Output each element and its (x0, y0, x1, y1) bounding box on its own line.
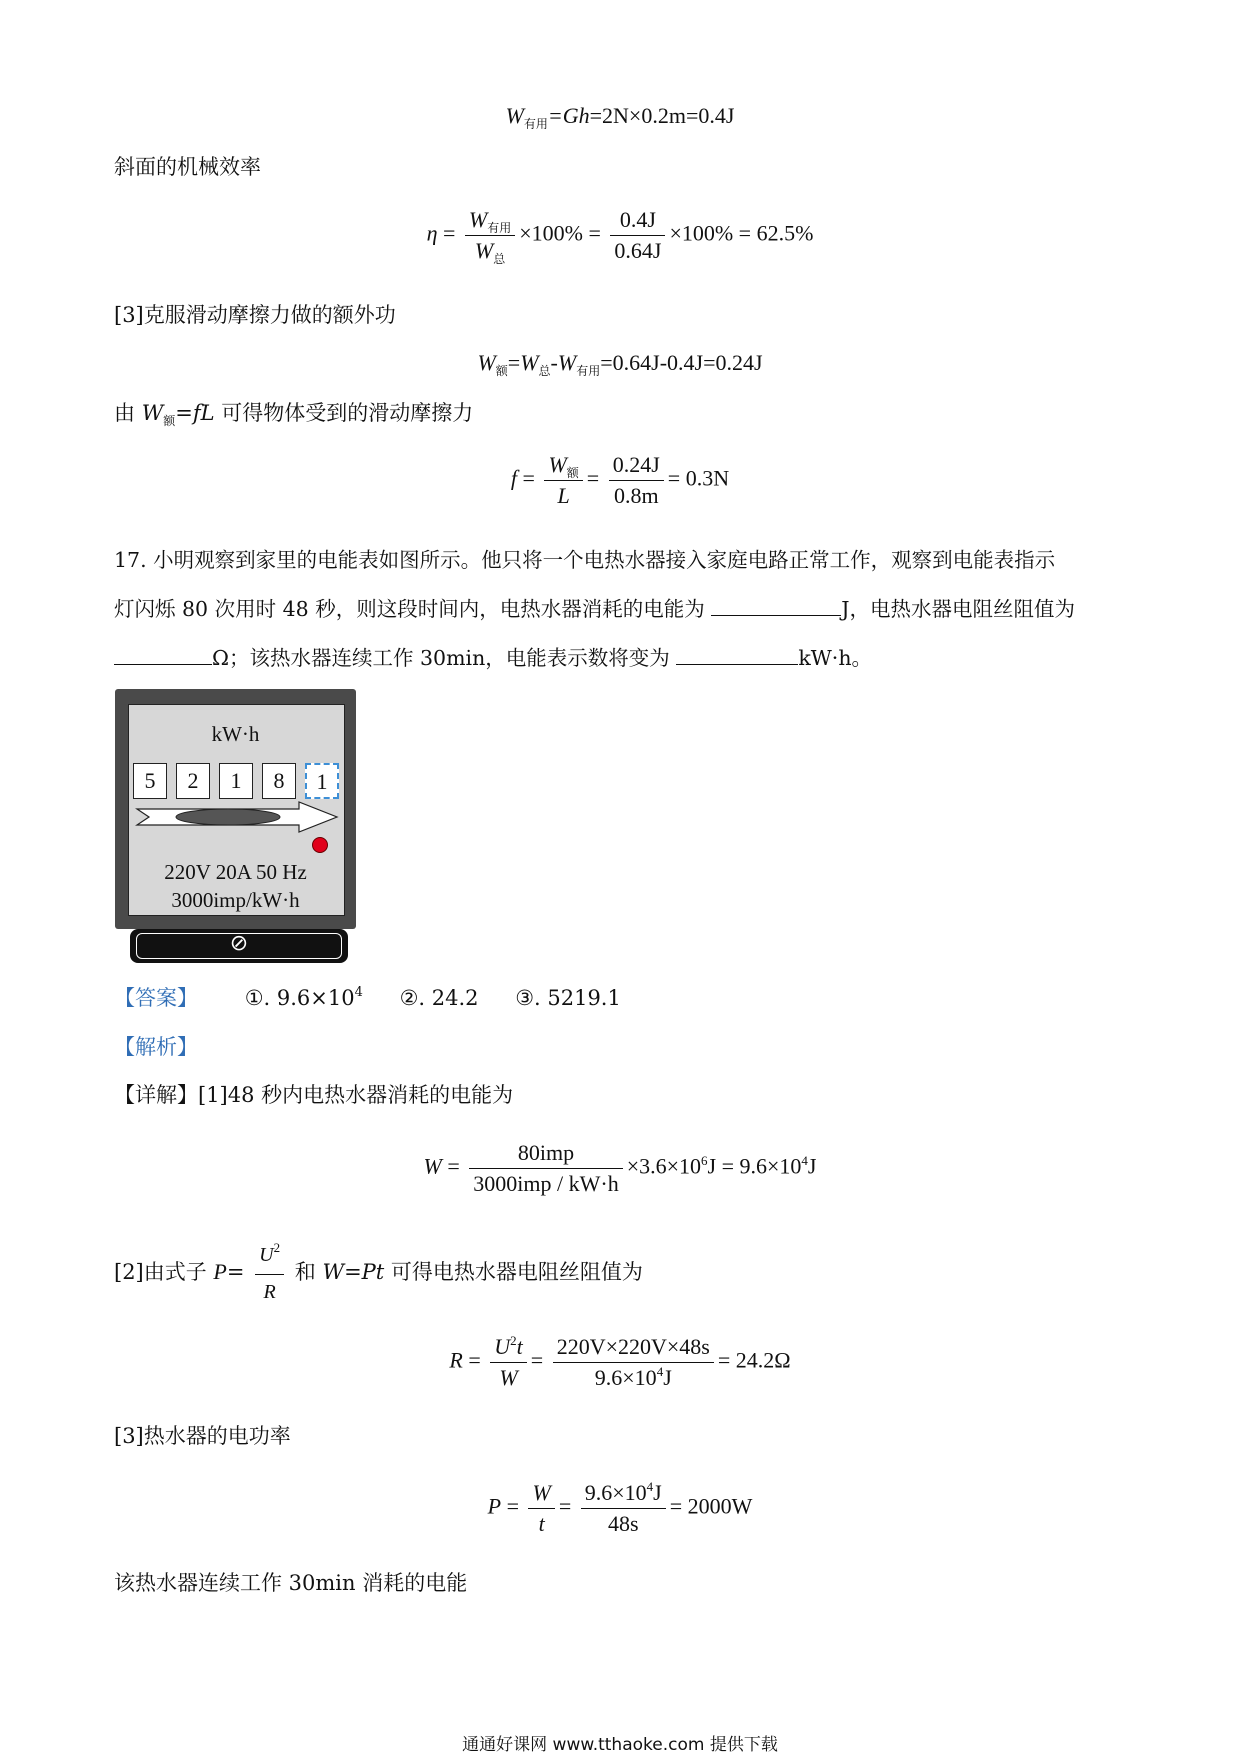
question-17-line-1: 17. 小明观察到家里的电能表如图所示。他只将一个电热水器接入家庭电路正常工作，观察到电能表指示 (114, 548, 1056, 572)
meter-indicator-light (312, 837, 328, 853)
meter-arrow-icon (133, 800, 343, 834)
meter-digit: 1 (219, 763, 253, 799)
equation-energy: W = $\frac{\text{80imp}}{\text{3000imp / kW·h}}$ $\times 3.6\times 10^6J = 9.6\times 10^4J$ (423, 1140, 817, 1196)
question-17-line-3: Ω；该热水器连续工作 30min，电能表示数将变为 kW·h。 (114, 642, 872, 673)
equation-extra-work: $W_额=W_总-W_{有用}=0.64J-0.4J=0.24J$ (477, 350, 763, 378)
equation-efficiency: η = $\frac{W_{有用}}{W_总}$ ×100% = $\frac{0.4J}{0.64J}$ ×100% = 62.5% (426, 207, 814, 266)
meter-digit-decimal: 1 (305, 763, 339, 799)
answer-label: 【答案】 (114, 986, 198, 1010)
detail-line: 【详解】[1]48 秒内电热水器消耗的电能为 (114, 1083, 514, 1107)
text-power: [3]热水器的电功率 (114, 1424, 291, 1448)
meter-digit: 8 (262, 763, 296, 799)
equation-resistance: R = $\frac{U^2t}{W}$ = $\frac{220V\times 220V\times 48s}{9.6\times 10^4J}$ = 24.2Ω (449, 1333, 791, 1390)
equation-power: P = $\frac{W}{t}$ = $\frac{9.6\times 10^4J}{48s}$ = 2000W (487, 1479, 753, 1536)
meter-spec-imp: 3000imp/kW·h (171, 888, 300, 912)
analysis-label: 【解析】 (114, 1035, 198, 1059)
answer-blank-2[interactable] (114, 642, 212, 665)
footer: 通通好课网 www.tthaoke.com 提供下载 (462, 1735, 778, 1755)
equation-friction: f = $\frac{W_额}{L}$ = $\frac{0.24J}{0.8m}$ = 0.3N (510, 452, 730, 508)
equation-useful-work: $W_{有用}=Gh=2N\times 0.2m=0.4J$ (505, 103, 735, 131)
answer-blank-1[interactable] (711, 593, 841, 616)
meter-digit: 2 (176, 763, 210, 799)
meter-spec-voltage: 220V 20A 50 Hz (164, 860, 307, 884)
meter-unit: kW·h (211, 722, 260, 746)
meter-screw-icon: ⊘ (229, 931, 249, 956)
text-efficiency: 斜面的机械效率 (114, 155, 261, 179)
text-extra-work: [3]克服滑动摩擦力做的额外功 (114, 303, 396, 327)
answer-blank-3[interactable] (676, 642, 798, 665)
question-17-line-2: 灯闪烁 80 次用时 48 秒，则这段时间内，电热水器消耗的电能为 J，电热水器电阻丝阻值为 (114, 593, 1075, 624)
text-friction: 由 $W_额=fL$ 可得物体受到的滑动摩擦力 (114, 401, 474, 428)
text-formula: [2]由式子 P= $\frac{U^2}{R}$ 和 W=Pt 可得电热水器电阻丝阻值为 (114, 1240, 643, 1303)
text-30min: 该热水器连续工作 30min 消耗的电能 (114, 1571, 468, 1595)
meter-digit: 5 (133, 763, 167, 799)
answer-row: 【答案】 ①. $9.6\times 10^4$ ②. 24.2 ③. 5219.1 (114, 985, 621, 1010)
